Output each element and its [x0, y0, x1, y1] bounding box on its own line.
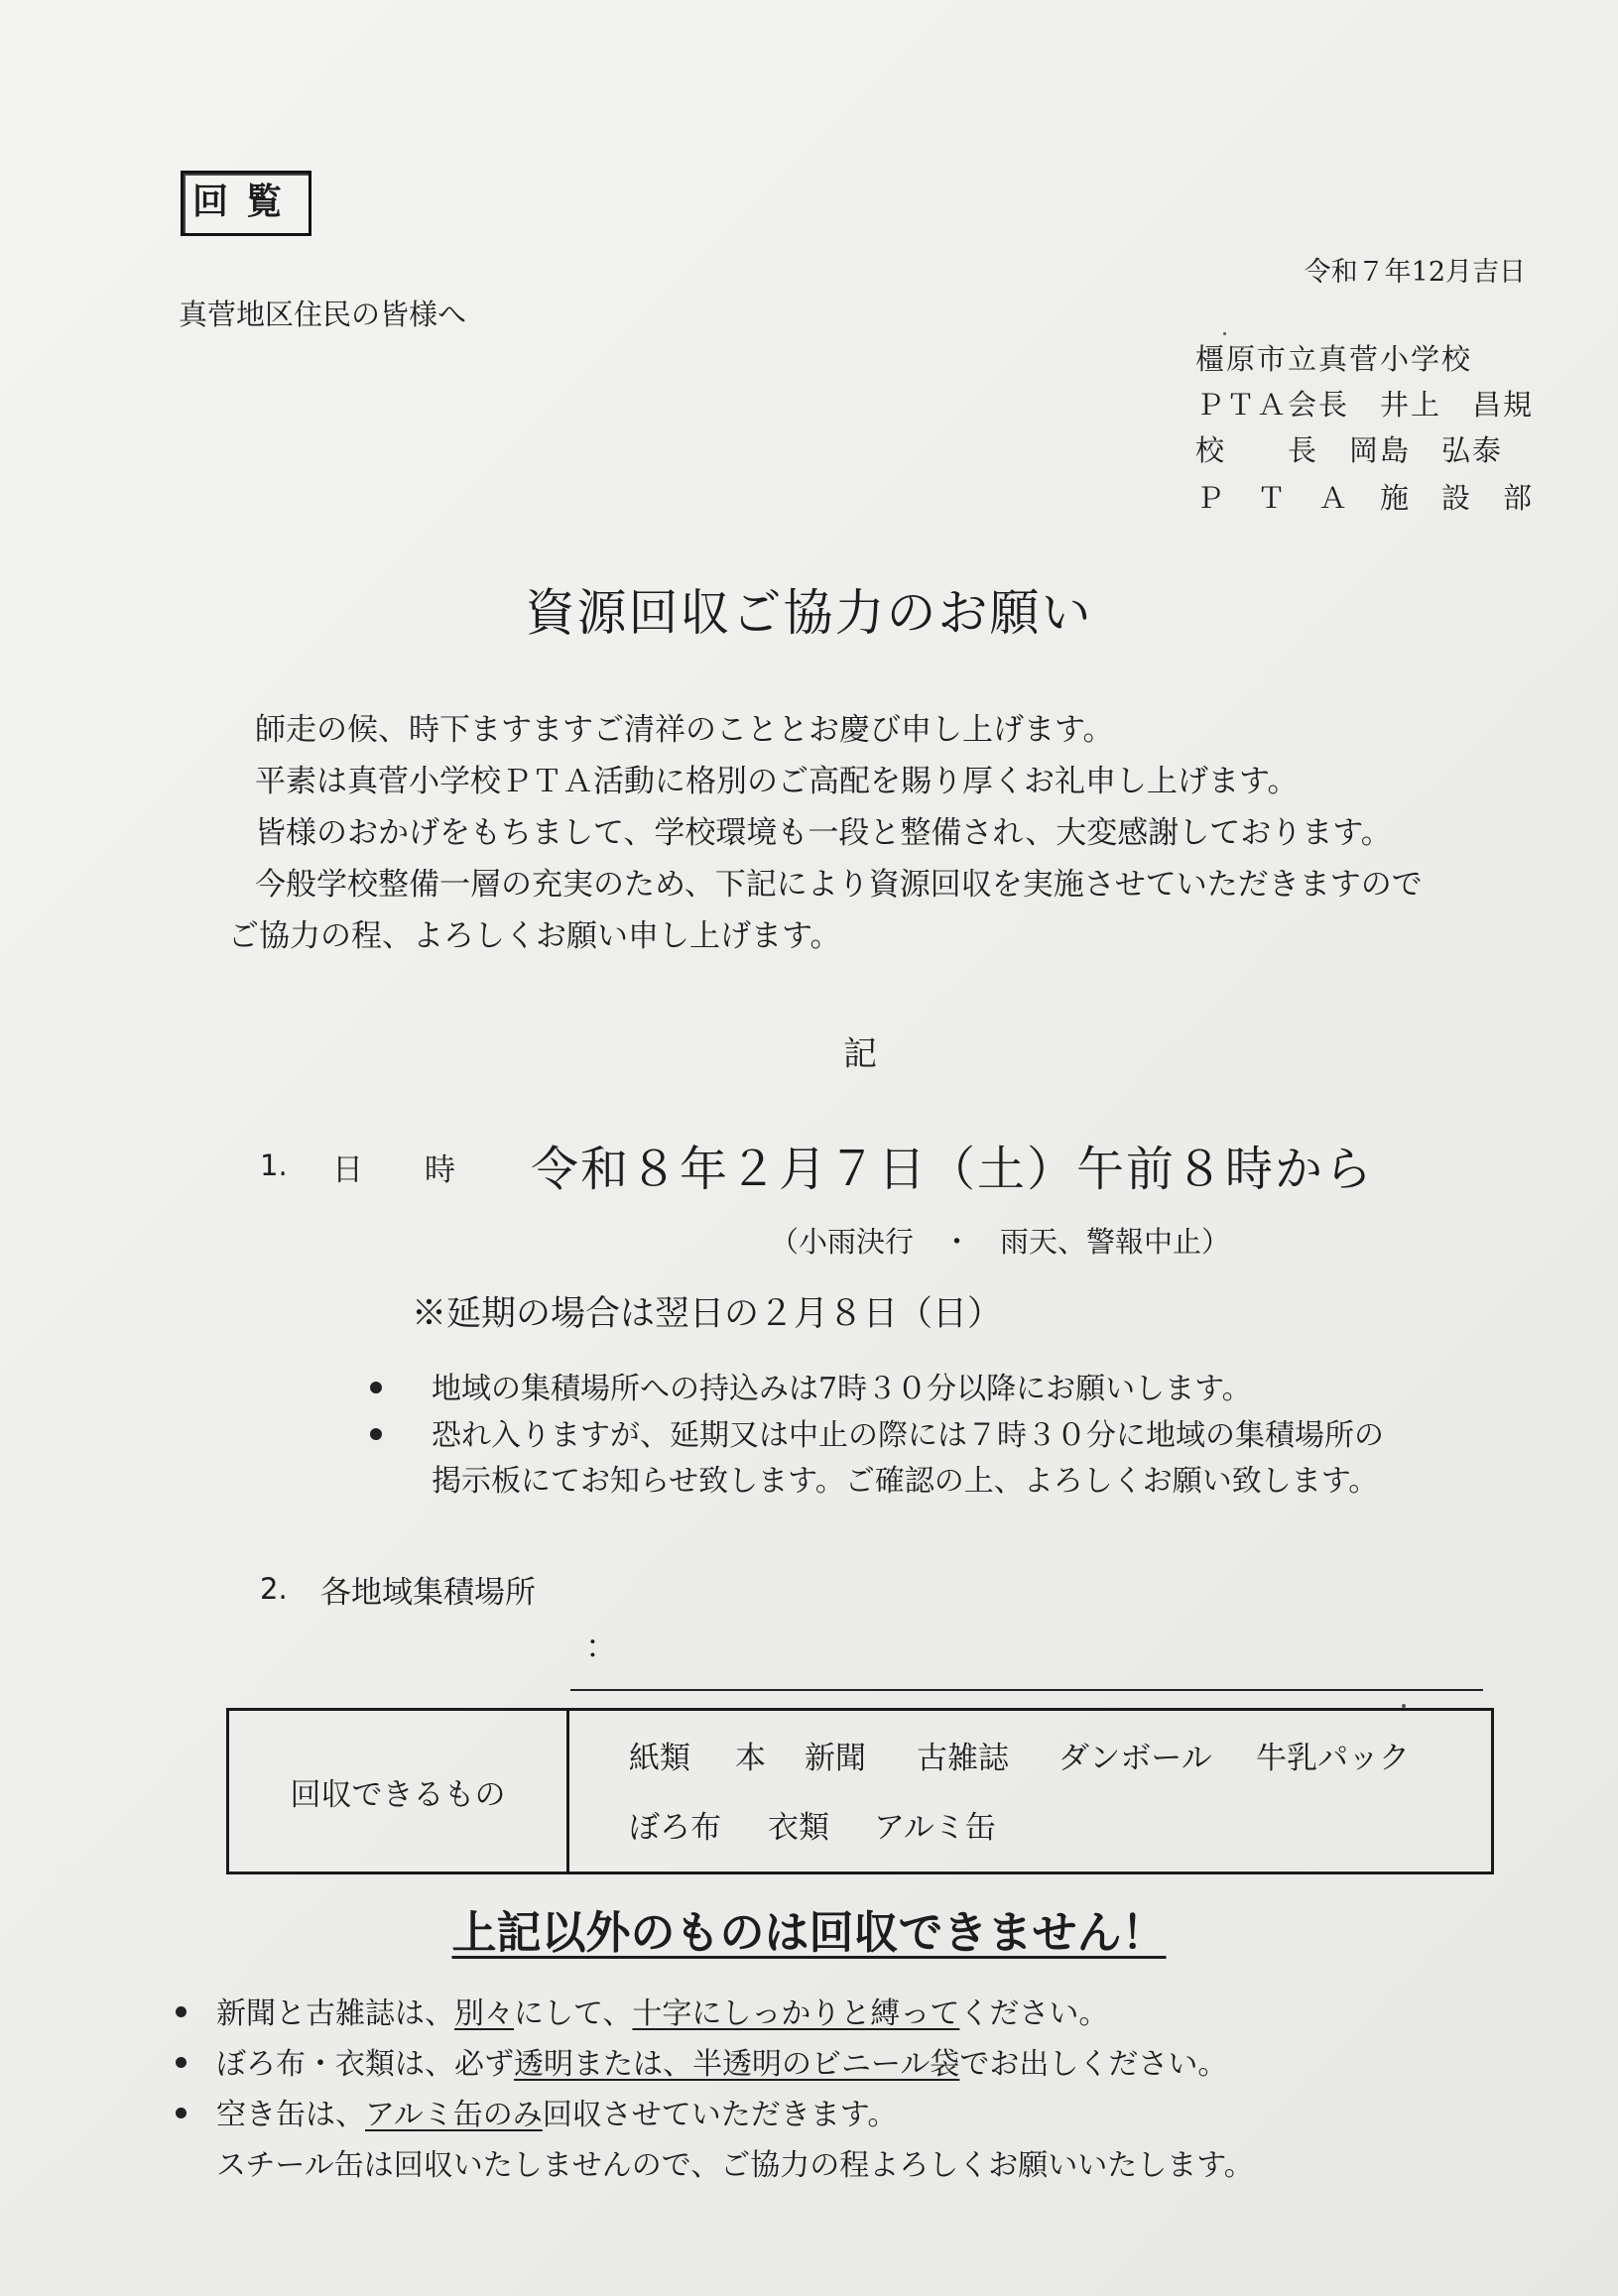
rule-text: 新聞と古雑誌は、	[216, 1996, 454, 2031]
bullet-dot-icon	[176, 2006, 187, 2017]
bullet-dot-icon	[370, 1428, 382, 1440]
bullet-dot-icon	[370, 1382, 382, 1393]
sender-facilities: Ｐ Ｔ Ａ 施 設 部	[1195, 481, 1535, 515]
greeting-line: 皆様のおかげをもちまして、学校環境も一段と整備され、大変感謝しております。	[255, 815, 1392, 851]
sender-school: 橿原市立真菅小学校	[1195, 342, 1473, 376]
greeting-line: 今般学校整備一層の充実のため、下記により資源回収を実施させていただきますので	[255, 867, 1423, 903]
warning-text: 上記以外のものは回収できません！	[451, 1906, 1167, 1959]
table-item: ぼろ布	[629, 1810, 721, 1846]
addressee: 真菅地区住民の皆様へ	[179, 298, 467, 331]
rule-emphasis: 十字にしっかりと縛って	[632, 1996, 960, 2031]
rule-text: 空き缶は、	[216, 2098, 365, 2132]
rule-text: でお出しください。	[959, 2047, 1228, 2082]
greeting-line: ご協力の程、よろしくお願い申し上げます。	[228, 918, 841, 954]
rule-emphasis: 別々	[454, 1996, 514, 2031]
greeting-line: 平素は真菅小学校ＰＴＡ活動に格別のご高配を賜り厚くお礼申し上げます。	[255, 764, 1299, 799]
event-datetime: 令和８年２月７日（土）午前８時から	[531, 1142, 1375, 1197]
table-item: 衣類	[768, 1810, 829, 1846]
rule-emphasis: 透明または、半透明のビニール袋	[514, 2047, 960, 2082]
sender-principal: 校 長 岡島 弘泰	[1195, 433, 1504, 467]
table-item: 紙類	[629, 1741, 690, 1776]
rule-text: ください。	[959, 1996, 1109, 2031]
rule-cloth	[216, 2039, 1227, 2083]
item2-number: 2.	[260, 1572, 288, 1606]
steel-can-note: スチール缶は回収いたしませんので、ご協力の程よろしくお願いいたします。	[216, 2148, 1254, 2183]
rule-text: にして、	[514, 1996, 633, 2031]
rule-cans	[216, 2090, 897, 2133]
postpone-note: ※延期の場合は翌日の２月８日（日）	[412, 1294, 1003, 1334]
sender-pta-president: ＰＴＡ会長 井上 昌規	[1195, 388, 1535, 422]
paper-speck	[1223, 332, 1226, 335]
table-item: 新聞	[805, 1741, 866, 1776]
table-item: 古雑誌	[917, 1741, 1009, 1776]
rule-text: ぼろ布・衣類は、必ず	[216, 2047, 514, 2082]
item2-colon: ：	[585, 1628, 618, 1665]
warning-heading	[0, 1896, 1618, 1961]
bullet-text-continued: 掲示板にてお知らせ致します。ご確認の上、よろしくお願い致します。	[432, 1464, 1379, 1499]
table-body	[569, 1711, 1491, 1872]
table-item: 本	[735, 1741, 766, 1776]
weather-note: （小雨決行 ・ 雨天、警報中止）	[770, 1225, 1231, 1259]
rule-text: 回収させていただきます。	[542, 2098, 898, 2132]
rule-newspapers	[216, 1989, 1108, 2032]
document-title: 資源回収ご協力のお願い	[525, 584, 1093, 642]
collectible-items-table	[226, 1708, 1494, 1874]
bullet-text: 恐れ入りますが、延期又は中止の際には７時３０分に地域の集積場所の	[432, 1418, 1384, 1453]
table-item: ダンボール	[1058, 1741, 1212, 1776]
location-fill-line	[570, 1689, 1483, 1691]
bullet-dot-icon	[176, 2057, 187, 2068]
table-header: 回収できるもの	[229, 1711, 569, 1872]
bullet-text: 地域の集積場所への持込みは7時３０分以降にお願いします。	[432, 1372, 1252, 1406]
item2-label: 各地域集積場所	[320, 1575, 536, 1611]
rule-emphasis: アルミ缶のみ	[365, 2098, 543, 2132]
table-item: アルミ缶	[874, 1810, 996, 1846]
table-item: 牛乳パック	[1256, 1741, 1410, 1776]
circulate-stamp: 回覧	[181, 171, 311, 236]
paper-speck	[1402, 1704, 1406, 1708]
bullet-dot-icon	[176, 2108, 187, 2118]
item1-number: 1.	[260, 1148, 288, 1182]
greeting-line: 師走の候、時下ますますご清祥のこととお慶び申し上げます。	[255, 712, 1114, 748]
issue-date: 令和７年12月吉日	[1304, 257, 1526, 288]
item1-label: 日 時	[332, 1152, 455, 1188]
ki-heading: 記	[843, 1034, 877, 1074]
